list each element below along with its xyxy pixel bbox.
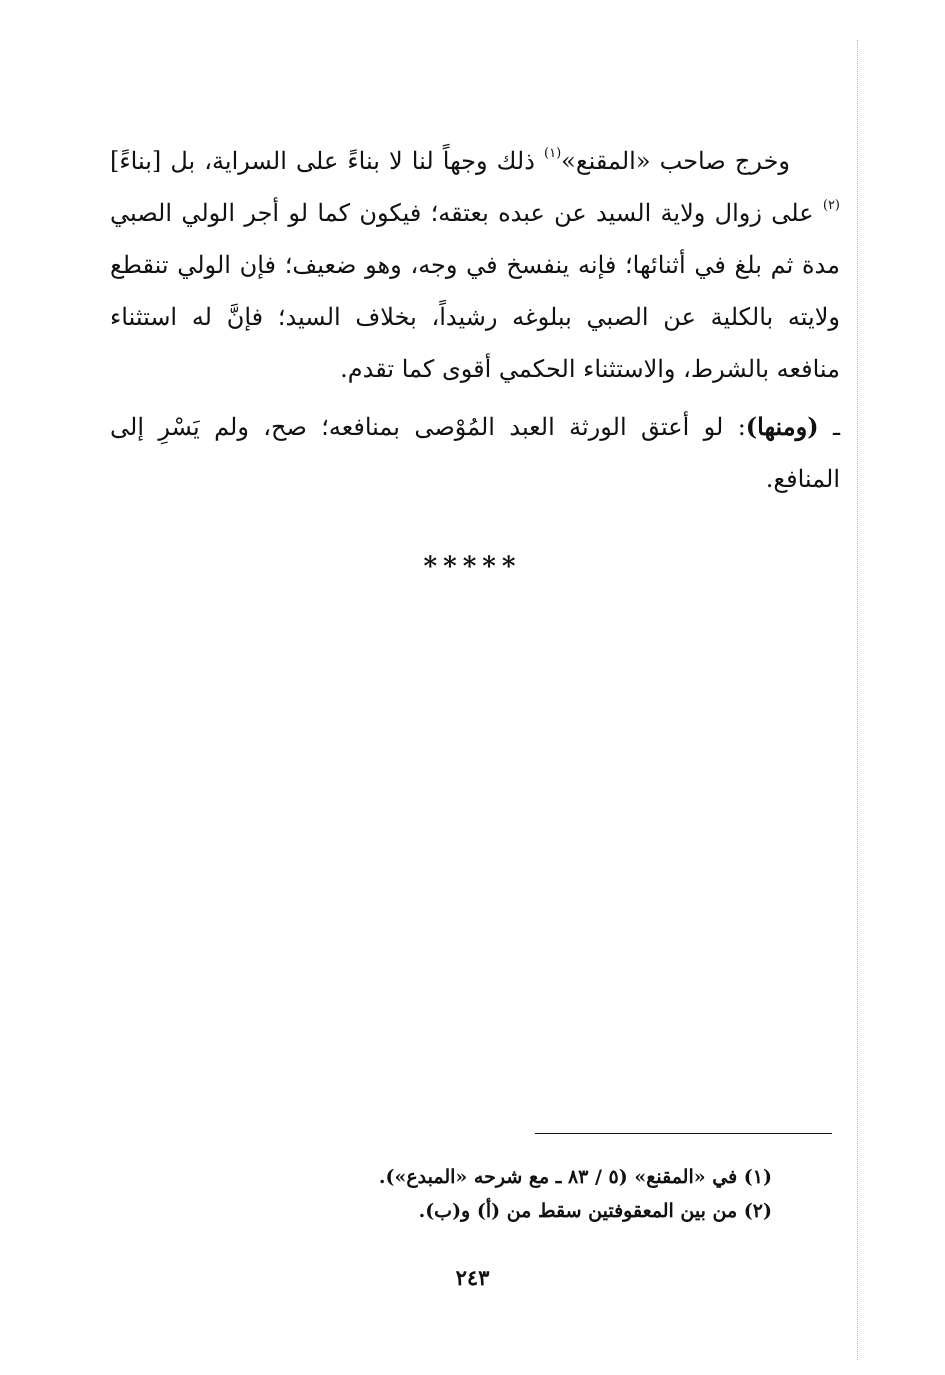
section-separator: *****	[423, 552, 522, 582]
paragraph-2-lead: (ومنها)	[745, 412, 819, 441]
scan-margin-guide	[857, 40, 858, 1360]
footnote-2: (٢) من بين المعقوفتين سقط من (أ) و(ب).	[418, 1200, 772, 1222]
paragraph-1-text: وخرج صاحب «المقنع»	[561, 147, 790, 175]
footnote-divider	[535, 1133, 832, 1134]
paragraph-2-text: : لو أعتق الورثة العبد المُوْصى بمنافعه؛ صح، ولم يَسْرِ إلى المنافع.	[110, 413, 840, 493]
footnote-marker-1: (١)	[544, 146, 562, 161]
main-text	[110, 135, 840, 505]
paragraph-1-text-3: على زوال ولاية السيد عن عبده بعتقه؛ فيكون كما لو أجر الولي الصبي مدة ثم بلغ في أثنائها؛ فإنه ينفسخ في وجه، وهو ضعيف؛ فإن الولي تنقطع ولايته بالكلية عن الصبي ببلوغه رشيداً، بخلاف السيد؛ فإنَّ له استثناء منافعه بالشرط، والاستثناء الحكمي أقوى كما تقدم.	[110, 199, 840, 383]
footnote-1: (١) في «المقنع» (٥ / ٨٣ ـ مع شرحه «المبدع»).	[378, 1166, 772, 1188]
paragraph-2	[110, 401, 840, 505]
footnotes	[340, 1160, 772, 1228]
paragraph-2-dash: ـ	[818, 413, 840, 441]
paragraph-1-text-2: ذلك وجهاً لنا لا بناءً على السراية، بل [بناءً]	[110, 147, 545, 175]
paragraph-1	[110, 135, 840, 395]
footnote-marker-2: (٢)	[822, 198, 840, 213]
page-number: ٢٤٣	[455, 1265, 490, 1290]
